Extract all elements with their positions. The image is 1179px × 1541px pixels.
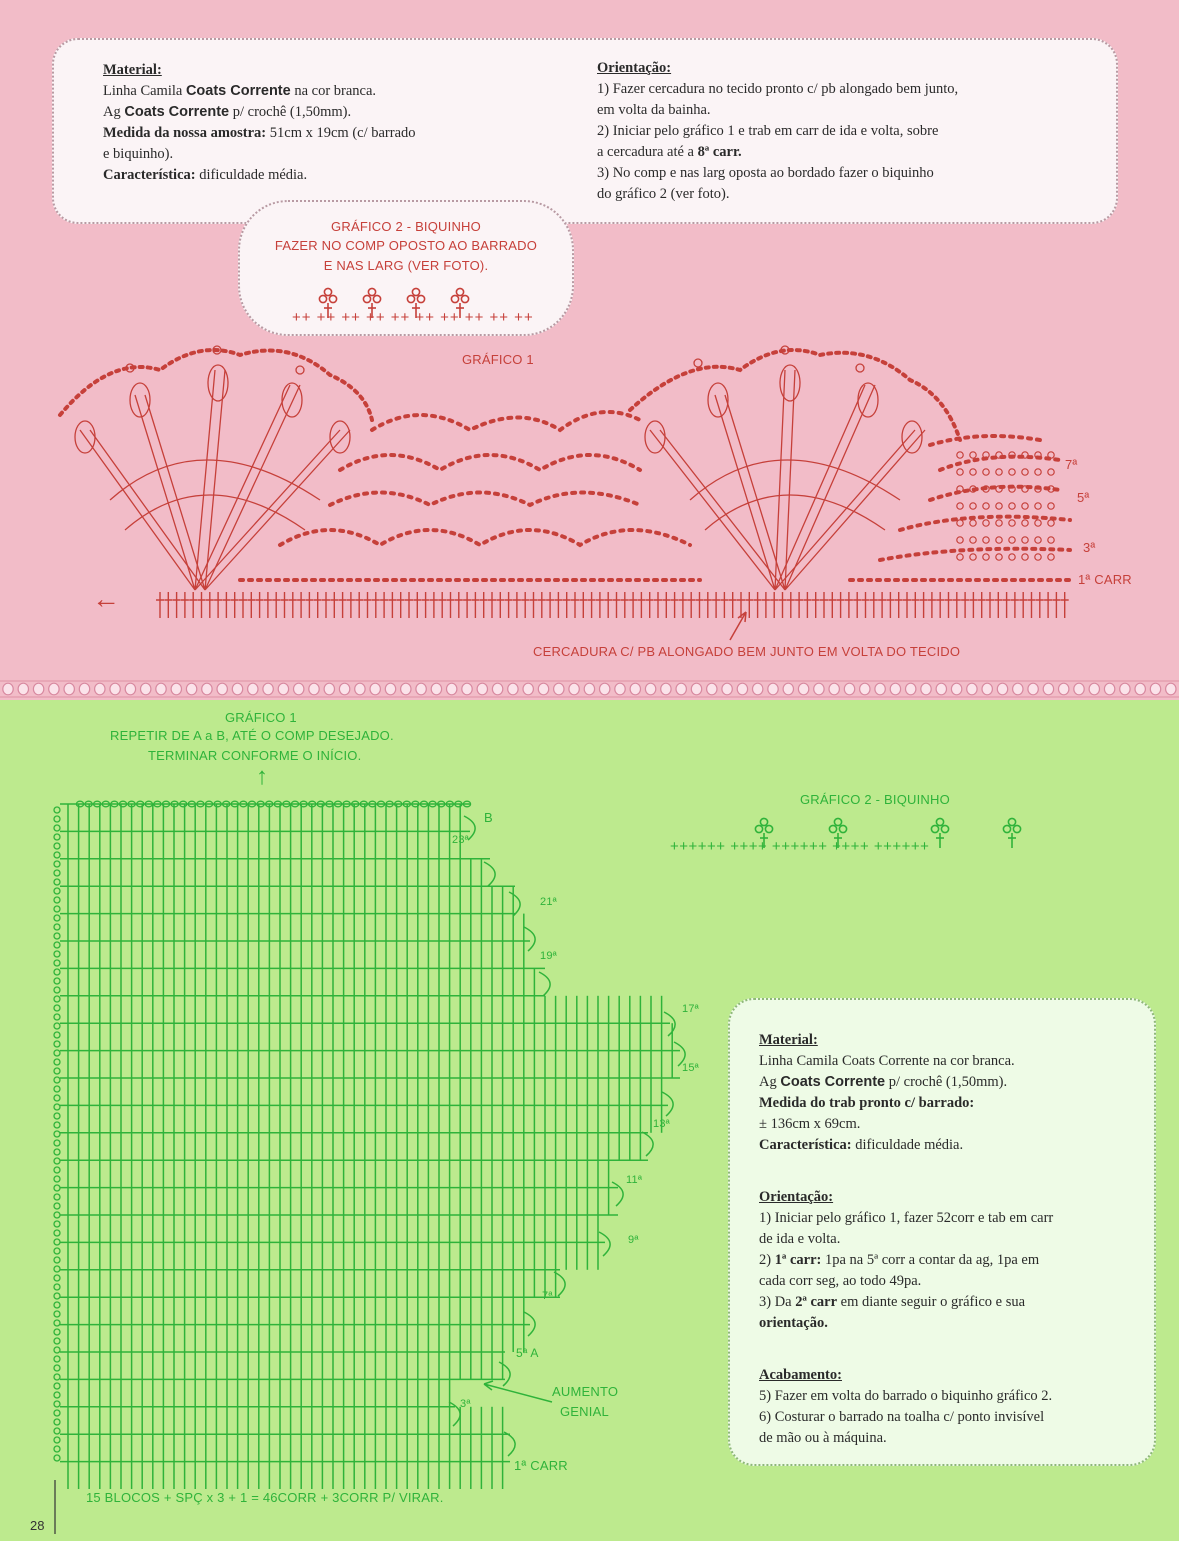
bottom-row-21: 21ª <box>540 896 557 908</box>
bead <box>584 683 594 695</box>
bead <box>263 683 273 695</box>
bead <box>691 683 701 695</box>
bottom-row-13: 13ª <box>653 1118 670 1130</box>
bottom-grafico1-line3: TERMINAR CONFORME O INÍCIO. <box>148 748 362 763</box>
top-orientacao-line4: a cercadura até a 8ª carr. <box>597 144 742 160</box>
bead <box>538 683 548 695</box>
bottom-orientacao-line6: orientação. <box>759 1315 828 1331</box>
bead <box>753 683 763 695</box>
bottom-material-line2: Ag Coats Corrente p/ crochê (1,50mm). <box>759 1074 1008 1090</box>
bottom-orientacao-line5: 3) Da 2ª carr em diante seguir o gráfico e sua <box>759 1294 1026 1310</box>
svg-text:++++++ ++++ ++++++ ++++ ++++++: ++++++ ++++ ++++++ ++++ ++++++ <box>670 838 930 855</box>
bead <box>1135 683 1145 695</box>
bottom-material-line3: Medida do trab pronto c/ barrado: <box>759 1095 975 1111</box>
bottom-row-19: 19ª <box>540 950 557 962</box>
bottom-orientacao-heading: Orientação: <box>759 1189 834 1205</box>
bead <box>477 683 487 695</box>
bead <box>814 683 824 695</box>
bead <box>982 683 992 695</box>
bead <box>217 683 227 695</box>
bead <box>79 683 89 695</box>
bottom-up-arrow: ↑ <box>256 763 268 790</box>
bead <box>1074 683 1084 695</box>
top-grafico2-title: GRÁFICO 2 - BIQUINHO <box>331 219 481 234</box>
top-row-5: 5ª <box>1077 490 1090 505</box>
bottom-row-7: 7ª <box>542 1290 553 1302</box>
bottom-orientacao-line1: 1) Iniciar pelo gráfico 1, fazer 52corr e tab em carr <box>759 1210 1054 1226</box>
bead <box>95 683 105 695</box>
bead <box>722 683 732 695</box>
top-grafico2-line3: E NAS LARG (VER FOTO). <box>323 258 489 273</box>
bead <box>141 683 151 695</box>
bottom-grafico2-title: GRÁFICO 2 - BIQUINHO <box>800 792 950 807</box>
bead <box>768 683 778 695</box>
bead <box>936 683 946 695</box>
bead <box>309 683 319 695</box>
top-material-line1: Linha Camila Coats Corrente na cor branca. <box>103 83 377 99</box>
beaded-divider <box>0 678 1179 700</box>
bead <box>737 683 747 695</box>
top-row-3: 3ª <box>1083 540 1096 555</box>
bead <box>676 683 686 695</box>
bead <box>49 683 59 695</box>
bead <box>447 683 457 695</box>
bottom-material-line5: Característica: dificuldade média. <box>759 1137 964 1153</box>
bead <box>1120 683 1130 695</box>
svg-text:++ ++ ++ ++ ++ ++ ++ ++ ++ ++: ++ ++ ++ ++ ++ ++ ++ ++ ++ ++ <box>292 309 534 326</box>
top-orientacao-line6: do gráfico 2 (ver foto). <box>597 186 730 202</box>
bottom-acabamento-line3: de mão ou à máquina. <box>759 1430 887 1446</box>
bead <box>661 683 671 695</box>
bead <box>829 683 839 695</box>
bottom-panel <box>0 700 1179 1541</box>
bead <box>645 683 655 695</box>
top-orientacao-line5: 3) No comp e nas larg oposta ao bordado fazer o biquinho <box>597 165 934 181</box>
bottom-acabamento-line2: 6) Costurar o barrado na toalha c/ ponto invisível <box>759 1409 1045 1425</box>
bead <box>431 683 441 695</box>
bead <box>462 683 472 695</box>
bottom-orientacao-line3: 2) 1ª carr: 1pa na 5ª corr a contar da ag, 1pa em <box>759 1252 1040 1268</box>
bottom-mark-a: 5ª A <box>516 1346 539 1360</box>
top-material-line4: e biquinho). <box>103 146 174 162</box>
bead <box>967 683 977 695</box>
bead-row <box>0 678 1179 700</box>
top-row-1: 1ª CARR <box>1078 572 1132 587</box>
foundation-stitch-row <box>0 0 1179 678</box>
top-grafico2-line2: FAZER NO COMP OPOSTO AO BARRADO <box>274 238 538 253</box>
bottom-material-block <box>759 1030 1139 1156</box>
bead <box>64 683 74 695</box>
bottom-material-line1: Linha Camila Coats Corrente na cor branca. <box>759 1053 1015 1069</box>
bead <box>1150 683 1160 695</box>
top-orientacao-heading: Orientação: <box>597 60 672 76</box>
bead <box>951 683 961 695</box>
bead <box>1013 683 1023 695</box>
bead <box>890 683 900 695</box>
bead <box>997 683 1007 695</box>
foundation-stitches <box>156 592 1069 618</box>
bead <box>798 683 808 695</box>
bead <box>615 683 625 695</box>
bottom-acabamento-block <box>759 1365 1149 1449</box>
top-grafico1-title: GRÁFICO 1 <box>462 352 534 367</box>
bead <box>554 683 564 695</box>
bottom-material-heading: Material: <box>759 1032 818 1048</box>
bead <box>860 683 870 695</box>
bottom-row-23: 23ª <box>452 834 469 846</box>
bottom-aumento-2: GENIAL <box>560 1404 609 1419</box>
filet-chart <box>0 700 760 1520</box>
bead <box>783 683 793 695</box>
bead <box>508 683 518 695</box>
top-material-line3: Medida da nossa amostra: 51cm x 19cm (c/ barrado <box>103 125 416 141</box>
bottom-orientacao-line2: de ida e volta. <box>759 1231 841 1247</box>
bead <box>385 683 395 695</box>
bead <box>707 683 717 695</box>
bead <box>33 683 43 695</box>
bead <box>844 683 854 695</box>
bead <box>1104 683 1114 695</box>
bead <box>370 683 380 695</box>
top-cercadura-caption: CERCADURA C/ PB ALONGADO BEM JUNTO EM VOLTA DO TECIDO <box>533 644 961 659</box>
bottom-grafico1-title: GRÁFICO 1 <box>225 710 297 725</box>
bead <box>186 683 196 695</box>
bead <box>3 683 13 695</box>
bottom-row-15: 15ª <box>682 1062 699 1074</box>
bead <box>523 683 533 695</box>
bead <box>875 683 885 695</box>
bead <box>156 683 166 695</box>
top-orientacao-line3: 2) Iniciar pelo gráfico 1 e trab em carr de ida e volta, sobre <box>597 123 939 139</box>
top-material-heading: Material: <box>103 62 162 78</box>
bead <box>416 683 426 695</box>
bead <box>401 683 411 695</box>
bead <box>248 683 258 695</box>
bottom-orientacao-block <box>759 1187 1149 1334</box>
top-material-line5: Característica: dificuldade média. <box>103 167 308 183</box>
bead <box>125 683 135 695</box>
bottom-row-11: 11ª <box>626 1174 643 1186</box>
bead <box>630 683 640 695</box>
bead <box>1089 683 1099 695</box>
bead <box>339 683 349 695</box>
bottom-acabamento-line1: 5) Fazer em volta do barrado o biquinho gráfico 2. <box>759 1388 1053 1404</box>
bottom-row-3: 3ª <box>460 1398 471 1410</box>
bead <box>921 683 931 695</box>
bead <box>324 683 334 695</box>
aumento-pointer <box>484 1381 552 1402</box>
bead <box>18 683 28 695</box>
bottom-footer-formula: 15 BLOCOS + SPÇ x 3 + 1 = 46CORR + 3CORR P/ VIRAR. <box>86 1490 444 1505</box>
bead <box>906 683 916 695</box>
bead <box>492 683 502 695</box>
top-panel <box>0 0 1179 678</box>
top-orientacao-line1: 1) Fazer cercadura no tecido pronto c/ pb alongado bem junto, <box>597 81 959 97</box>
bottom-mark-b: B <box>484 810 493 825</box>
top-orientacao-line2: em volta da bainha. <box>597 102 711 118</box>
bead <box>294 683 304 695</box>
bottom-acabamento-heading: Acabamento: <box>759 1367 842 1383</box>
top-row-7: 7ª <box>1065 457 1078 472</box>
bottom-row-9: 9ª <box>628 1234 639 1246</box>
bottom-biquinho-chart <box>668 816 1113 858</box>
bottom-material-line4: ± 136cm x 69cm. <box>759 1116 861 1132</box>
bottom-orientacao-line4: cada corr seg, ao todo 49pa. <box>759 1273 922 1289</box>
bead <box>569 683 579 695</box>
page-number: 28 <box>30 1518 45 1533</box>
bead <box>1043 683 1053 695</box>
bead <box>1028 683 1038 695</box>
bead <box>110 683 120 695</box>
bead <box>600 683 610 695</box>
bead <box>202 683 212 695</box>
bottom-aumento-1: AUMENTO <box>552 1384 619 1399</box>
bottom-row-17: 17ª <box>682 1003 699 1015</box>
bottom-grafico1-line2: REPETIR DE A a B, ATÉ O COMP DESEJADO. <box>110 728 394 743</box>
top-direction-arrow: ← <box>92 583 120 614</box>
bottom-row-1: 1ª CARR <box>514 1458 568 1473</box>
bead <box>232 683 242 695</box>
bead <box>278 683 288 695</box>
top-material-line2: Ag Coats Corrente p/ crochê (1,50mm). <box>103 104 352 120</box>
bead <box>355 683 365 695</box>
bead <box>1059 683 1069 695</box>
bead <box>1166 683 1176 695</box>
bead <box>171 683 181 695</box>
